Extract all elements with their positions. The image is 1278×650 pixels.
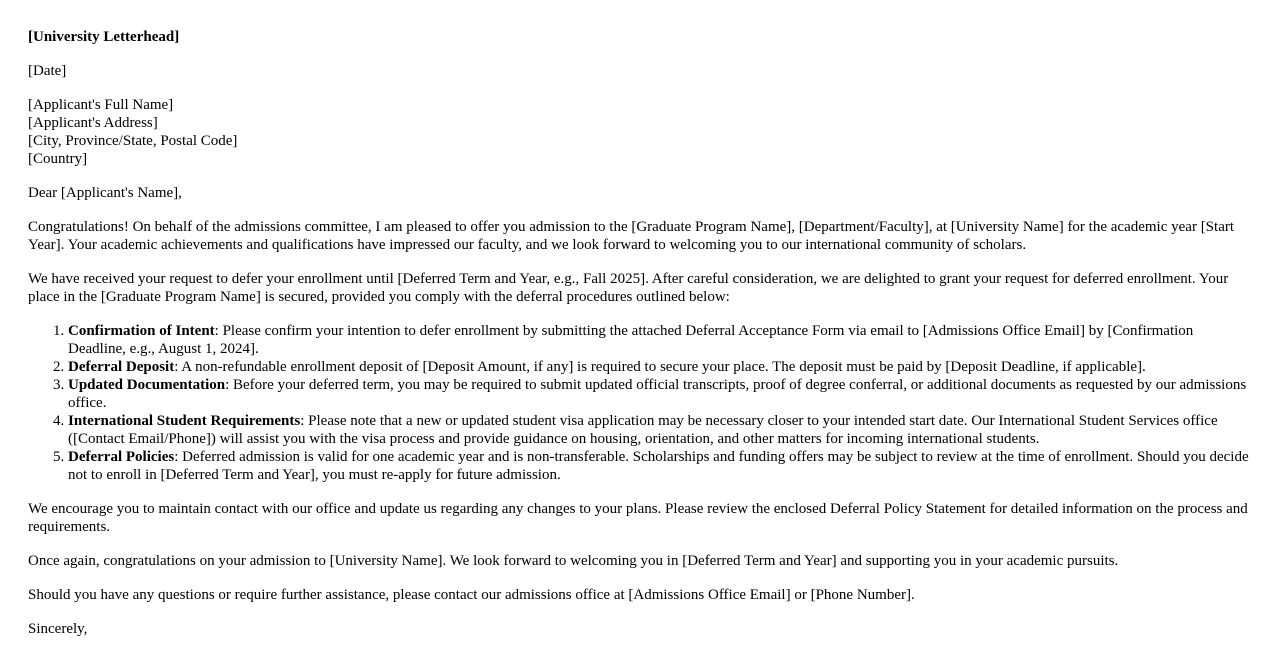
letter-date: [Date] — [28, 63, 67, 79]
deferral-procedures-list — [28, 322, 1250, 484]
closing: Sincerely, — [28, 621, 88, 637]
congratulations-paragraph: Congratulations! On behalf of the admissions committee, I am pleased to offer you admission to the [Graduate Program Name], [Department/Faculty], at [University Name] for the academic year [Start Year]. Your academic achievements and qualifications have impressed our faculty, and we look forward to welcoming you to our international community of scholars. — [28, 219, 1235, 253]
procedure-text: : Please confirm your intention to defer enrollment by submitting the attached Deferral Acceptance Form via email to [Admissions Office Email] by [Confirmation Deadline, e.g., August 1, 2024]. — [68, 323, 1194, 357]
procedure-title: International Student Requirements — [68, 413, 301, 429]
letterhead: [University Letterhead] — [28, 29, 180, 45]
procedure-text: : Please note that a new or updated student visa application may be necessary closer to your intended start date. Our International Student Services office ([Contact Email/Phone]) will assist you with the visa process and provide guidance on housing, orientation, and other matters for incoming international students. — [68, 413, 1218, 447]
procedure-title: Confirmation of Intent — [68, 323, 215, 339]
procedure-text: : A non-refundable enrollment deposit of [Deposit Amount, if any] is required to secure your place. The deposit must be paid by [Deposit Deadline, if applicable]. — [174, 359, 1146, 375]
recipient-city: [City, Province/State, Postal Code] — [28, 133, 238, 149]
list-item — [68, 412, 1250, 448]
list-item — [68, 358, 1250, 376]
procedure-text: : Before your deferred term, you may be required to submit updated official transcripts, proof of degree conferral, or additional documents as requested by our admissions office. — [68, 377, 1247, 411]
list-item — [68, 376, 1250, 412]
recipient-country: [Country] — [28, 151, 88, 167]
procedure-title: Deferral Policies — [68, 449, 175, 465]
encourage-paragraph: We encourage you to maintain contact with our office and update us regarding any changes to your plans. Please review the enclosed Deferral Policy Statement for detailed information on the process and requirements. — [28, 501, 1248, 535]
list-item — [68, 448, 1250, 484]
questions-paragraph: Should you have any questions or require further assistance, please contact our admissions office at [Admissions Office Email] or [Phone Number]. — [28, 587, 915, 603]
recipient-address — [28, 96, 1250, 168]
procedure-text: : Deferred admission is valid for one academic year and is non-transferable. Scholarships and funding offers may be subject to review at the time of enrollment. Should you decide not to enroll in [Deferred Term and Year], you must re-apply for future admission. — [68, 449, 1249, 483]
procedure-title: Deferral Deposit — [68, 359, 175, 375]
congratulations-again-paragraph: Once again, congratulations on your admission to [University Name]. We look forward to welcoming you in [Deferred Term and Year] and supporting you in your academic pursuits. — [28, 553, 1119, 569]
recipient-name: [Applicant's Full Name] — [28, 97, 174, 113]
list-item — [68, 322, 1250, 358]
salutation: Dear [Applicant's Name], — [28, 185, 182, 201]
procedure-title: Updated Documentation — [68, 377, 226, 393]
recipient-street: [Applicant's Address] — [28, 115, 158, 131]
deferral-paragraph: We have received your request to defer your enrollment until [Deferred Term and Year, e.g., Fall 2025]. After careful consideration, we are delighted to grant your request for deferred enrollment. Your place in the [Graduate Program Name] is secured, provided you comply with the deferral procedures outlined below: — [28, 271, 1229, 305]
